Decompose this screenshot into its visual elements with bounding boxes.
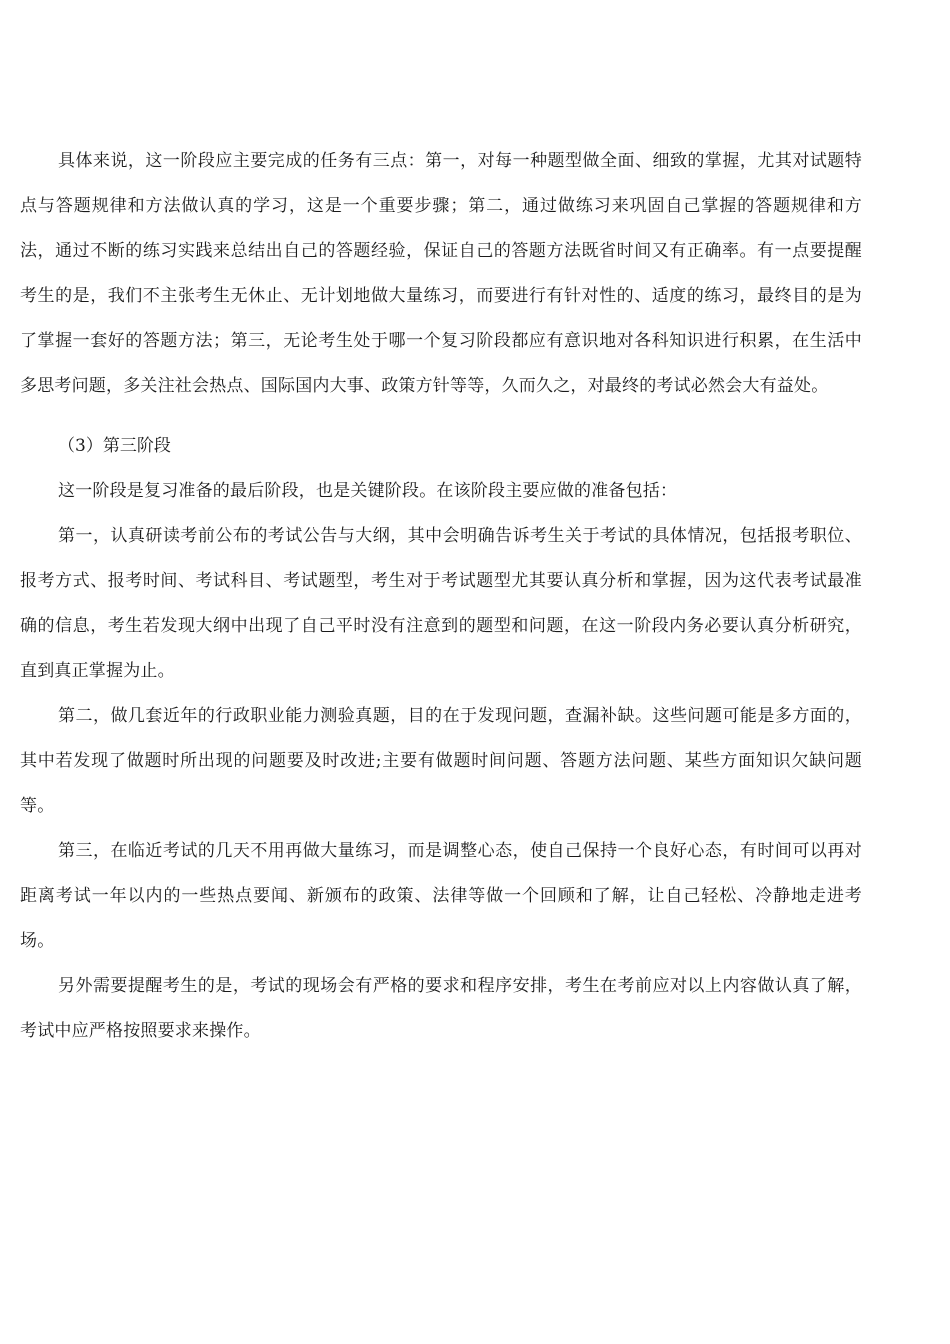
- paragraph-first-step: 第一，认真研读考前公布的考试公告与大纲，其中会明确告诉考生关于考试的具体情况，包括报考职位、报考方式、报考时间、考试科目、考试题型，考生对于考试题型尤其要认真分析和掌握，因为这代表考试最准确的信息，考生若发现大纲中出现了自己平时没有注意到的题型和问题，在这一阶段内务必要认真分析研究，直到真正掌握为止。: [20, 526, 862, 681]
- paragraph-third-step: 第三，在临近考试的几天不用再做大量练习，而是调整心态，使自己保持一个良好心态，有时间可以再对距离考试一年以内的一些热点要闻、新颁布的政策、法律等做一个回顾和了解，让自己轻松、冷静地走进考场。: [20, 841, 862, 951]
- paragraph-stage-three-intro: 这一阶段是复习准备的最后阶段，也是关键阶段。在该阶段主要应做的准备包括：: [58, 481, 678, 501]
- paragraph-second-step: 第二，做几套近年的行政职业能力测验真题，目的在于发现问题，查漏补缺。这些问题可能是多方面的，其中若发现了做题时所出现的问题要及时改进;主要有做题时间问题、答题方法问题、某些方面知识欠缺问题等。: [20, 706, 862, 816]
- document-page: [20, 139, 862, 1054]
- paragraph-additional-reminder: 另外需要提醒考生的是，考试的现场会有严格的要求和程序安排，考生在考前应对以上内容做认真了解，考试中应严格按照要求来操作。: [20, 976, 862, 1041]
- section-heading-stage-three: （3）第三阶段: [58, 436, 171, 456]
- paragraph-stage-two-tasks: 具体来说，这一阶段应主要完成的任务有三点：第一，对每一种题型做全面、细致的掌握，尤其对试题特点与答题规律和方法做认真的学习，这是一个重要步骤；第二，通过做练习来巩固自己掌握的答题规律和方法，通过不断的练习实践来总结出自己的答题经验，保证自己的答题方法既省时间又有正确率。有一点要提醒考生的是，我们不主张考生无休止、无计划地做大量练习，而要进行有针对性的、适度的练习，最终目的是为了掌握一套好的答题方法；第三，无论考生处于哪一个复习阶段都应有意识地对各科知识进行积累，在生活中多思考问题，多关注社会热点、国际国内大事、政策方针等等，久而久之，对最终的考试必然会大有益处。: [20, 151, 862, 396]
